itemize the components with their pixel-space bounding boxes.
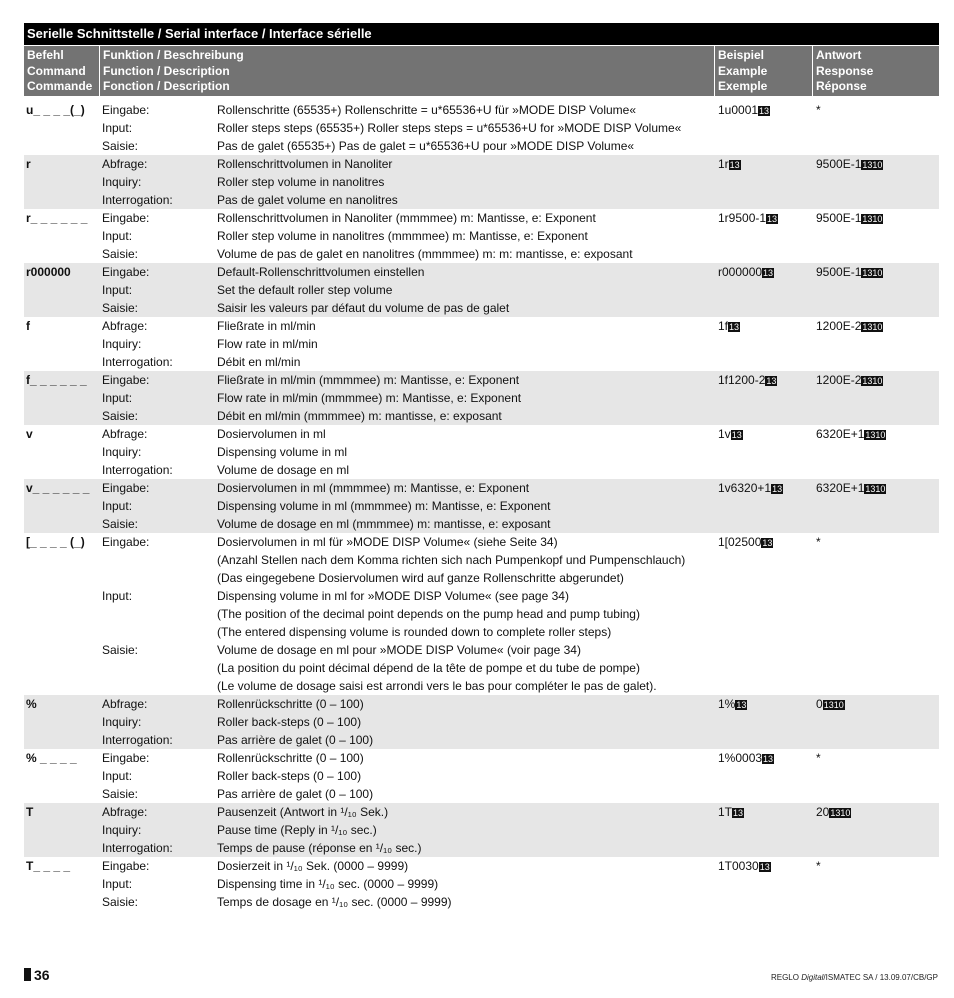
description-cell: Rollenschritte (65535+) Rollenschritte = u*65536+U für »MODE DISP Volume« Roller steps steps (65535+) Roller steps steps = u*65536+U for »MODE DISP Volume« Pas de galet (65535+) Pas de galet = u*65536+U pour »MODE DISP Volume« bbox=[217, 103, 682, 153]
control-char-symbol: 1310 bbox=[862, 376, 883, 386]
header-example: Beispiel Example Exemple bbox=[715, 46, 812, 96]
command-cell: v bbox=[26, 427, 33, 441]
table-row bbox=[24, 425, 939, 479]
control-char-symbol: 13 bbox=[759, 106, 770, 116]
control-char-symbol: 13 bbox=[733, 808, 744, 818]
page-marker bbox=[24, 968, 31, 981]
example-cell: 1[0250013 bbox=[718, 535, 773, 549]
mode-labels: Eingabe: Input: Saisie: bbox=[102, 751, 150, 801]
mode-labels: Abfrage: Inquiry: Interrogation: bbox=[102, 805, 173, 855]
description-cell: Dosiervolumen in ml Dispensing volume in ml Volume de dosage en ml bbox=[217, 427, 350, 477]
control-char-symbol: 13 bbox=[729, 322, 740, 332]
command-cell: u_ _ _ _(_) bbox=[26, 103, 85, 117]
description-cell: Dosiervolumen in ml für »MODE DISP Volume« (siehe Seite 34) (Anzahl Stellen nach dem Komma richten sich nach Pumpenkopf und Pumpenschlauch) (Das eingegebene Dosiervolumen wird auf ganze Rollenschritte abgerundet) Dispensing volume in ml for »MODE DISP Volume« (see page 34) (The position of the decimal point depends on the pump head and pump tubing) (The entered dispensing volume is rounded down to complete roller steps) Volume de dosage en ml pour »MODE DISP Volume« (voir page 34) (La position du point décimal dépend de la tête de pompe et du tube de pompe) (Le volume de dosage saisi est arrondi vers le bas pour compléter le pas de galet). bbox=[217, 535, 686, 693]
example-cell: 1u000113 bbox=[718, 103, 770, 117]
response-cell: 9500E-11310 bbox=[816, 157, 883, 171]
control-char-symbol: 13 bbox=[767, 214, 778, 224]
description-cell: Fließrate in ml/min (mmmmee) m: Mantisse, e: Exponent Flow rate in ml/min (mmmmee) m: Mantisse, e: Exponent Débit en ml/min (mmmmee) m: mantisse, e: exposant bbox=[217, 373, 522, 423]
table-row bbox=[24, 803, 939, 857]
command-cell: % bbox=[26, 697, 37, 711]
header-response: Antwort Response Réponse bbox=[813, 46, 939, 96]
control-char-symbol: 13 bbox=[759, 862, 770, 872]
mode-labels: Eingabe: Input: Saisie: bbox=[102, 859, 150, 909]
command-table bbox=[24, 101, 939, 911]
mode-labels: Eingabe: Input: Saisie: bbox=[102, 265, 150, 315]
control-char-symbol: 13 bbox=[763, 754, 774, 764]
table-row bbox=[24, 263, 939, 317]
description-cell: Rollenrückschritte (0 – 100) Roller back-steps (0 – 100) Pas arrière de galet (0 – 100) bbox=[217, 697, 374, 747]
control-char-symbol: 13 bbox=[762, 538, 773, 548]
control-char-symbol: 1310 bbox=[862, 322, 883, 332]
command-cell: % _ _ _ _ bbox=[26, 751, 77, 765]
example-cell: 1%000313 bbox=[718, 751, 774, 765]
response-cell: 9500E-11310 bbox=[816, 211, 883, 225]
page-number: 36 bbox=[24, 967, 50, 983]
table-row bbox=[24, 857, 939, 911]
example-cell: 1T13 bbox=[718, 805, 744, 819]
description-cell: Dosiervolumen in ml (mmmmee) m: Mantisse, e: Exponent Dispensing volume in ml (mmmmee) m: Mantisse, e: Exponent Volume de dosage en ml (mmmmee) m: mantisse, e: exposant bbox=[217, 481, 551, 531]
command-cell: r_ _ _ _ _ _ bbox=[26, 211, 88, 225]
header-command: Befehl Command Commande bbox=[24, 46, 99, 96]
mode-labels: Eingabe: Input: Saisie: bbox=[102, 373, 150, 423]
command-cell: r000000 bbox=[26, 265, 71, 279]
description-cell: Rollenrückschritte (0 – 100) Roller back-steps (0 – 100) Pas arrière de galet (0 – 100) bbox=[217, 751, 374, 801]
mode-labels: Abfrage: Inquiry: Interrogation: bbox=[102, 697, 173, 747]
control-char-symbol: 13 bbox=[763, 268, 774, 278]
response-cell: 9500E-11310 bbox=[816, 265, 883, 279]
table-row bbox=[24, 317, 939, 371]
description-cell: Rollenschrittvolumen in Nanoliter Roller step volume in nanolitres Pas de galet volume en nanolitres bbox=[217, 157, 398, 207]
mode-labels: Abfrage: Inquiry: Interrogation: bbox=[102, 157, 173, 207]
mode-labels: Abfrage: Inquiry: Interrogation: bbox=[102, 319, 173, 369]
mode-labels: Eingabe: Input: Saisie: bbox=[102, 535, 150, 657]
control-char-symbol: 13 bbox=[736, 700, 747, 710]
mode-labels: Abfrage: Inquiry: Interrogation: bbox=[102, 427, 173, 477]
description-cell: Default-Rollenschrittvolumen einstellen Set the default roller step volume Saisir les valeurs par défaut du volume de pas de galet bbox=[217, 265, 510, 315]
document-reference: REGLO Digital/ISMATEC SA / 13.09.07/CB/GP bbox=[770, 973, 938, 982]
example-cell: 1v13 bbox=[718, 427, 742, 441]
example-cell: 1r13 bbox=[718, 157, 740, 171]
control-char-symbol: 13 bbox=[729, 160, 740, 170]
description-cell: Fließrate in ml/min Flow rate in ml/min Débit en ml/min bbox=[217, 319, 318, 369]
response-cell: * bbox=[816, 751, 821, 765]
table-row bbox=[24, 155, 939, 209]
control-char-symbol: 1310 bbox=[865, 484, 886, 494]
control-char-symbol: 13 bbox=[766, 376, 777, 386]
description-cell: Pausenzeit (Antwort in ¹/₁₀ Sek.) Pause time (Reply in ¹/₁₀ sec.) Temps de pause (réponse en ¹/₁₀ sec.) bbox=[217, 805, 422, 855]
header-function: Funktion / Beschreibung Function / Description Fonction / Description bbox=[100, 46, 714, 96]
table-row bbox=[24, 479, 939, 533]
command-cell: [_ _ _ _ (_) bbox=[26, 535, 85, 549]
control-char-symbol: 13 bbox=[731, 430, 742, 440]
control-char-symbol: 1310 bbox=[862, 268, 883, 278]
control-char-symbol: 1310 bbox=[862, 160, 883, 170]
example-cell: 1f1200-213 bbox=[718, 373, 777, 387]
response-cell: * bbox=[816, 859, 821, 873]
table-row bbox=[24, 101, 939, 155]
table-row bbox=[24, 209, 939, 263]
command-cell: r bbox=[26, 157, 31, 171]
table-row bbox=[24, 371, 939, 425]
mode-labels: Eingabe: Input: Saisie: bbox=[102, 481, 150, 531]
control-char-symbol: 1310 bbox=[823, 700, 844, 710]
table-row bbox=[24, 695, 939, 749]
example-cell: r00000013 bbox=[718, 265, 774, 279]
response-cell: * bbox=[816, 535, 821, 549]
response-cell: 1200E-21310 bbox=[816, 373, 883, 387]
example-cell: 1v6320+113 bbox=[718, 481, 783, 495]
example-cell: 1r9500-113 bbox=[718, 211, 778, 225]
response-cell: 6320E+11310 bbox=[816, 427, 886, 441]
example-cell: 1%13 bbox=[718, 697, 747, 711]
mode-labels: Eingabe: Input: Saisie: bbox=[102, 103, 150, 153]
command-cell: f bbox=[26, 319, 30, 333]
description-cell: Dosierzeit in ¹/₁₀ Sek. (0000 – 9999) Dispensing time in ¹/₁₀ sec. (0000 – 9999) Temps de dosage en ¹/₁₀ sec. (0000 – 9999) bbox=[217, 859, 452, 909]
response-cell: 6320E+11310 bbox=[816, 481, 886, 495]
example-cell: 1T003013 bbox=[718, 859, 770, 873]
response-cell: * bbox=[816, 103, 821, 117]
response-cell: 201310 bbox=[816, 805, 851, 819]
example-cell: 1f13 bbox=[718, 319, 740, 333]
control-char-symbol: 1310 bbox=[830, 808, 851, 818]
table-row bbox=[24, 749, 939, 803]
command-cell: T bbox=[26, 805, 34, 819]
control-char-symbol: 13 bbox=[772, 484, 783, 494]
control-char-symbol: 1310 bbox=[865, 430, 886, 440]
section-title: Serielle Schnittstelle / Serial interface / Interface sérielle bbox=[24, 23, 939, 45]
description-cell: Rollenschrittvolumen in Nanoliter (mmmmee) m: Mantisse, e: Exponent Roller step volume in nanolitres (mmmmee) m: Mantisse, e: Exponent Volume de pas de galet en nanolitres (mmmmee) m: m: mantisse, e: exposant bbox=[217, 211, 633, 261]
response-cell: 01310 bbox=[816, 697, 844, 711]
command-cell: v_ _ _ _ _ _ bbox=[26, 481, 90, 495]
control-char-symbol: 1310 bbox=[862, 214, 883, 224]
response-cell: 1200E-21310 bbox=[816, 319, 883, 333]
mode-labels: Eingabe: Input: Saisie: bbox=[102, 211, 150, 261]
command-cell: f_ _ _ _ _ _ bbox=[26, 373, 87, 387]
command-cell: T_ _ _ _ bbox=[26, 859, 71, 873]
table-row bbox=[24, 533, 939, 695]
